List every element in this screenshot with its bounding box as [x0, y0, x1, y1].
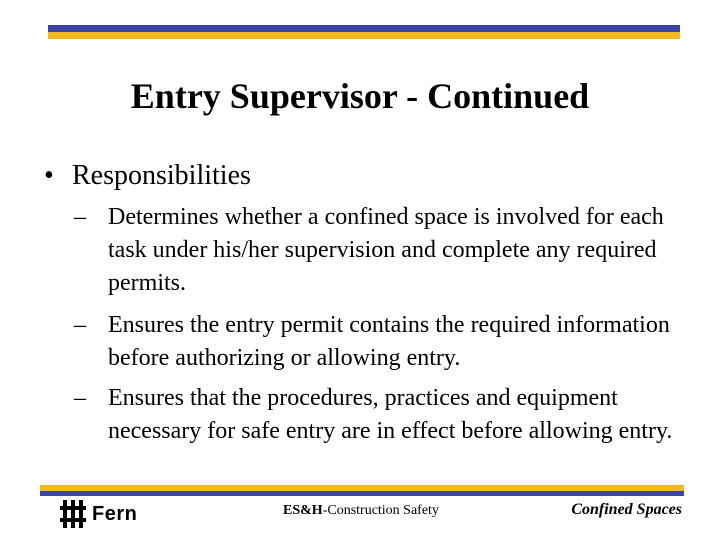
dash-symbol: –: [74, 312, 86, 338]
sub-item-text: Determines whether a confined space is involved for each task under his/her supervision and complete any required permits.: [108, 204, 664, 296]
header-bar-gold: [48, 32, 680, 39]
sub-item-text: Ensures that the procedures, practices and equipment necessary for safe entry are in effect before allowing entry.: [108, 385, 673, 444]
bullet-responsibilities: [44, 158, 251, 194]
slide-title: Entry Supervisor - Continued: [130, 76, 590, 116]
sub-item: [74, 201, 688, 300]
footer-department-rest: -Construction Safety: [322, 503, 439, 518]
footer-department-bold: ES&H: [283, 503, 323, 518]
sub-item: [74, 382, 688, 448]
fermilab-logo: [60, 499, 137, 529]
footer-department: [283, 503, 439, 519]
header-bar-blue: [48, 25, 680, 32]
sub-item: [74, 309, 688, 375]
footer-bar-blue: [40, 491, 684, 496]
dash-symbol: –: [74, 204, 86, 230]
logo-text: Fern: [92, 502, 138, 525]
footer-topic: Confined Spaces: [571, 501, 682, 518]
bullet-label: Responsibilities: [72, 160, 251, 191]
dash-symbol: –: [74, 385, 86, 411]
fermilab-logo-icon: [60, 500, 86, 528]
sub-item-text: Ensures the entry permit contains the required information before authorizing or allowing entry.: [108, 312, 670, 371]
bullet-symbol: •: [44, 160, 54, 191]
